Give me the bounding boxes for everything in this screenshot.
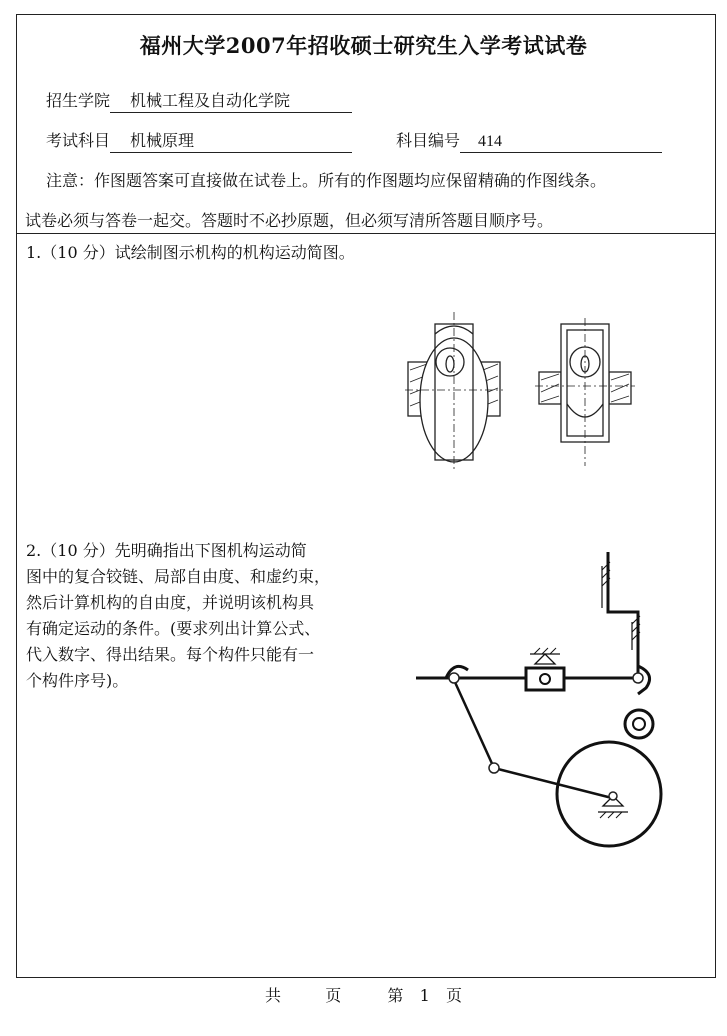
question-2-line: 然后计算机构的自由度，并说明该机构具 — [26, 593, 315, 612]
question-2-line: 个构件序号)。 — [26, 671, 129, 690]
footer-total-label: 共 — [265, 986, 282, 1005]
subject-label: 考试科目 — [46, 131, 111, 150]
college-row — [46, 88, 352, 113]
footer-total-unit: 页 — [325, 986, 342, 1005]
question-1-figure-right — [535, 318, 635, 468]
question-2-mechanism-figure — [410, 548, 680, 838]
question-2-line: 有确定运动的条件。(要求列出计算公式、 — [26, 619, 321, 638]
notice-line-2: 试卷必须与答卷一起交。答题时不必抄原题，但必须写清所答题目顺序号。 — [25, 211, 554, 230]
question-2-line: 2.（10 分）先明确指出下图机构运动简 — [26, 541, 307, 560]
question-2-line: 代入数字、得出结果。每个构件只能有一 — [26, 645, 315, 664]
subject-row — [46, 128, 352, 153]
exam-title: 福州大学2007年招收硕士研究生入学考试试卷 — [139, 33, 588, 58]
footer-page-number: 1 — [419, 986, 430, 1005]
question-2-line: 图中的复合铰链、局部自由度、和虚约束， — [26, 567, 331, 586]
code-label: 科目编号 — [396, 131, 461, 150]
code-value: 414 — [460, 133, 662, 153]
subject-value: 机械原理 — [110, 128, 352, 153]
header-divider — [16, 233, 716, 234]
college-label: 招生学院 — [46, 91, 111, 110]
question-1-text: 1.（10 分）试绘制图示机构的机构运动简图。 — [26, 243, 355, 262]
code-row — [396, 128, 662, 153]
notice-line-1: 注意：作图题答案可直接做在试卷上。所有的作图题均应保留精确的作图线条。 — [46, 171, 607, 190]
footer-page-suffix: 页 — [445, 986, 462, 1005]
footer-page-prefix: 第 — [387, 986, 404, 1005]
question-2-text — [26, 538, 386, 694]
college-value: 机械工程及自动化学院 — [110, 88, 352, 113]
page-footer — [0, 983, 727, 1006]
question-1-figure-left — [405, 312, 505, 472]
